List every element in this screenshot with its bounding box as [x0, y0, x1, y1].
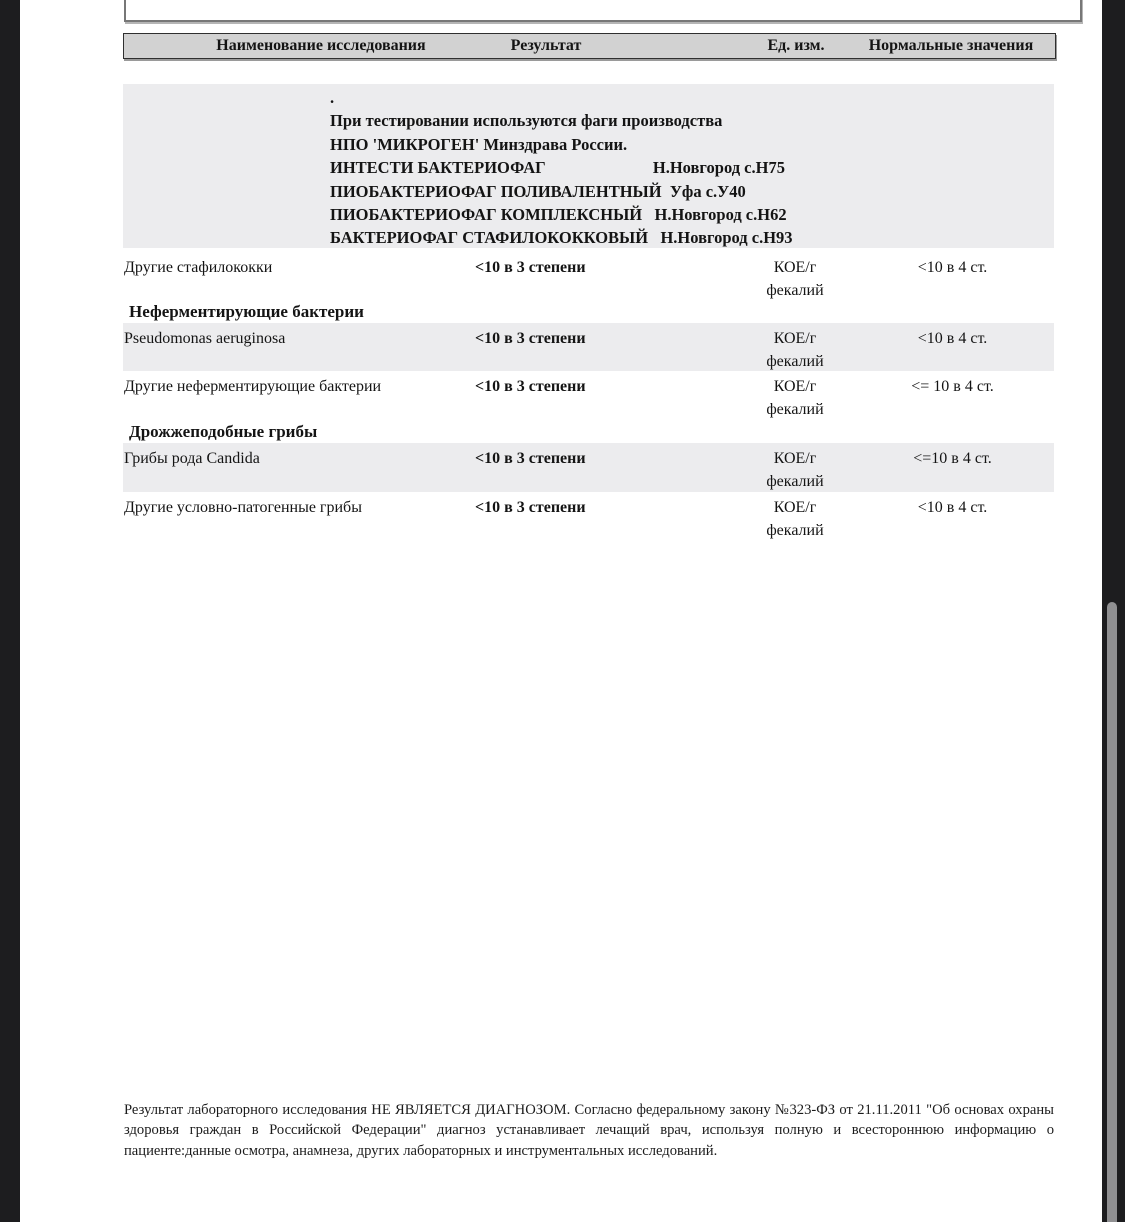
disclaimer-text: Результат лабораторного исследования НЕ ЯВЛЯЕТСЯ ДИАГНОЗОМ. Согласно федеральному закону №323-ФЗ от 21.11.2011 "Об основах охраны здоровья граждан в Российской Федерации" диагноз устанавливает лечащий врач, используя полную и всестороннюю информацию о пациенте:данные осмотра, анамнеза, других лабораторных и инструментальных исследований. [124, 1102, 1054, 1159]
units-line1: КОЕ/г [773, 330, 817, 347]
test-name-cell: Грибы рода Candida [124, 450, 260, 467]
column-header-name: Наименование исследования [216, 37, 426, 54]
test-name-cell: Другие неферментирующие бактерии [124, 378, 382, 395]
units-cell [720, 375, 870, 421]
units-cell [720, 327, 870, 373]
info-line: НПО 'МИКРОГЕН' Минздрава России. [330, 134, 628, 154]
units-line2: фекалий [766, 353, 824, 370]
units-line1: КОЕ/г [773, 450, 817, 467]
table-row [0, 323, 1125, 371]
info-line: ПИОБАКТЕРИОФАГ КОМПЛЕКСНЫЙ Н.Новгород с.Н62 [330, 205, 787, 225]
units-line1: КОЕ/г [773, 378, 817, 395]
test-name-cell: Другие стафилококки [124, 259, 273, 276]
units-cell [720, 256, 870, 302]
info-line: При тестировании используются фаги производства [330, 111, 723, 131]
table-row [0, 443, 1125, 492]
table-header-row [123, 33, 1056, 59]
units-cell [720, 496, 870, 542]
units-line2: фекалий [766, 522, 824, 539]
test-name-cell: Pseudomonas aeruginosa [124, 330, 286, 347]
result-cell: <10 в 3 степени [475, 450, 586, 467]
test-name-cell: Другие условно-патогенные грибы [124, 499, 362, 516]
column-header-normal: Нормальные значения [868, 37, 1034, 54]
units-line2: фекалий [766, 473, 824, 490]
phage-info-block [123, 84, 1054, 248]
result-cell: <10 в 3 степени [475, 499, 586, 516]
normal-range-cell: <= 10 в 4 ст. [911, 378, 994, 395]
section-header-yeast: Дрожжеподобные грибы [129, 422, 318, 441]
table-row [0, 492, 1125, 544]
viewer-left-band [0, 0, 20, 1222]
units-line1: КОЕ/г [773, 499, 817, 516]
normal-range-cell: <10 в 4 ст. [917, 259, 988, 276]
result-cell: <10 в 3 степени [475, 378, 586, 395]
scrollbar-thumb[interactable] [1107, 602, 1117, 1222]
units-line1: КОЕ/г [773, 259, 817, 276]
column-header-units: Ед. изм. [767, 37, 825, 54]
table-row [0, 252, 1125, 300]
normal-range-cell: <=10 в 4 ст. [913, 450, 992, 467]
info-line: ПИОБАКТЕРИОФАГ ПОЛИВАЛЕНТНЫЙ Уфа с.У40 [330, 181, 746, 201]
table-row [0, 371, 1125, 420]
column-header-result: Результат [510, 37, 582, 54]
units-cell [720, 447, 870, 493]
normal-range-cell: <10 в 4 ст. [917, 499, 988, 516]
info-line: . [330, 88, 335, 107]
result-cell: <10 в 3 степени [475, 259, 586, 276]
info-line: БАКТЕРИОФАГ СТАФИЛОКОККОВЫЙ Н.Новгород с.Н93 [330, 228, 793, 248]
result-cell: <10 в 3 степени [475, 330, 586, 347]
units-line2: фекалий [766, 401, 824, 418]
section-header-nonfermenting: Неферментирующие бактерии [129, 302, 364, 321]
scrollbar-track[interactable] [1102, 0, 1125, 1222]
normal-range-cell: <10 в 4 ст. [917, 330, 988, 347]
info-line: ИНТЕСТИ БАКТЕРИОФАГ Н.Новгород с.Н75 [330, 158, 785, 178]
units-line2: фекалий [766, 282, 824, 299]
cutoff-top-box [124, 0, 1082, 22]
